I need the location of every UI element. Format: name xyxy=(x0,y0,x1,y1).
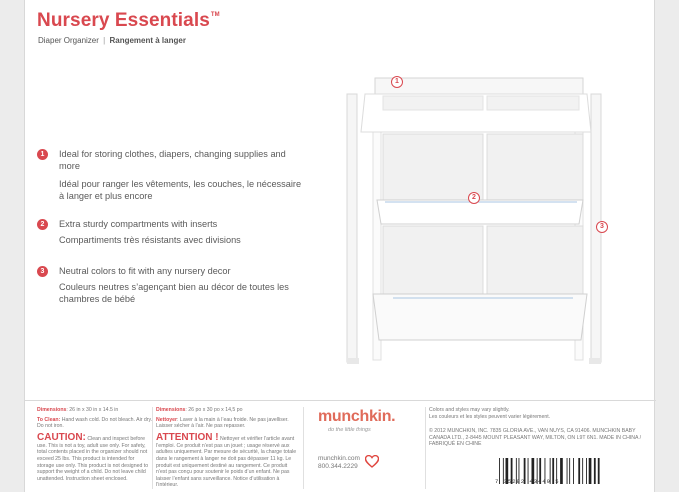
color-note-en: Colors and styles may vary slightly. xyxy=(429,407,510,413)
munchkin-logo: munchkin. xyxy=(318,408,396,425)
feature-number: 3 xyxy=(37,266,48,277)
color-note-fr: Les couleurs et les styles peuvent varier légèrement. xyxy=(429,413,551,420)
feature-text-fr: Compartiments très résistants avec divisions xyxy=(59,235,241,245)
feature-text-fr: Idéal pour ranger les vêtements, les couches, le nécessaire à langer et plus encore xyxy=(59,179,302,201)
footer-divider xyxy=(425,407,426,489)
legal-text: © 2012 MUNCHKIN, INC. 7835 GLORIA AVE., VAN NUYS, CA 91406. MUNCHKIN BABY CANADA LTD., 2-8445 MOUNT PLEASANT WAY, MILTON, ON L9T 6N1. MADE IN CHINA / FABRIQUÉ EN CHINE xyxy=(429,428,642,448)
clean-label: To Clean: xyxy=(37,416,61,423)
package-panel xyxy=(24,0,655,492)
feature-number: 2 xyxy=(37,219,48,230)
dimensions-value-fr: : 26 po x 30 po x 14,5 po xyxy=(185,407,243,413)
dimensions-label: Dimensions xyxy=(37,407,67,413)
footer-english xyxy=(37,407,153,482)
title-text: Nursery Essentials xyxy=(37,10,210,31)
feature-text-fr: Couleurs neutres s’agençant bien au décor de toutes les chambres de bébé xyxy=(59,282,289,304)
caution-value: Clean and inspect before use. This is not a toy, adult use only. For safety, total contents placed in the organizer should not exceed 25 lbs. This product is intended for storage use only. This product is not designed to support the weight of a child. Do not leave child unattended. Instruction sheet enclosed. xyxy=(37,435,149,482)
contact-info xyxy=(318,455,360,471)
barcode-number: 7 35282 43449 5 xyxy=(495,478,560,485)
clean-value-fr: : Laver à la main à l’eau froide. Ne pas javelliser. Laisser sécher à l’air. Ne pas repasser. xyxy=(156,416,289,430)
subtitle-en: Diaper Organizer xyxy=(38,36,99,45)
feature-2 xyxy=(37,218,307,246)
product-title xyxy=(37,10,220,32)
feature-text-en: Neutral colors to fit with any nursery decor xyxy=(59,266,231,276)
feature-text-en: Ideal for storing clothes, diapers, changing supplies and more xyxy=(59,149,286,171)
munchkin-brand xyxy=(318,408,395,433)
clean-label-fr: Nettoyer xyxy=(156,416,178,423)
feature-1 xyxy=(37,148,307,202)
footer-french xyxy=(156,407,299,489)
feature-text-en: Extra sturdy compartments with inserts xyxy=(59,219,218,229)
footer-divider xyxy=(152,407,153,489)
footer-legal xyxy=(429,407,647,448)
callout-3: 3 xyxy=(596,221,608,233)
product-subtitle xyxy=(38,36,186,45)
subtitle-separator: | xyxy=(103,36,106,45)
caution-value-fr: Nettoyer et vérifier l’article avant l’emploi. Ce produit n’est pas un jouet ; usage réservé aux adultes uniquement. Par mesure de sécurité, la charge totale dans le rangement à langer ne doit pas dépasser 11 kg. Le produit est uniquement destiné au rangement. Ce produit n’est pas conçu pour soutenir le poids d’un enfant. Ne pas laisser l’enfant sans surveillance. Notice d’utilisation à l’intérieur. xyxy=(156,435,297,489)
caution-label: CAUTION: xyxy=(37,431,86,443)
phone-number: 800.344.2229 xyxy=(318,463,358,470)
footer-divider xyxy=(303,407,304,489)
trademark: TM xyxy=(210,12,220,18)
heart-icon xyxy=(365,455,379,468)
callout-2: 2 xyxy=(468,192,480,204)
dimensions-value: : 26 in x 30 in x 14.5 in xyxy=(66,407,119,413)
brand-tagline: do the little things xyxy=(328,427,371,433)
caution-label-fr: ATTENTION ! xyxy=(156,431,219,443)
subtitle-fr: Rangement à langer xyxy=(109,36,186,45)
callout-1: 1 xyxy=(391,76,403,88)
feature-number: 1 xyxy=(37,149,48,160)
clean-value: Hand wash cold. Do not bleach. Air dry. Do not iron. xyxy=(37,416,153,430)
website-link[interactable]: munchkin.com xyxy=(318,455,360,462)
feature-3 xyxy=(37,265,307,305)
diaper-organizer-illustration xyxy=(343,72,605,372)
dimensions-label-fr: Dimensions xyxy=(156,407,186,413)
